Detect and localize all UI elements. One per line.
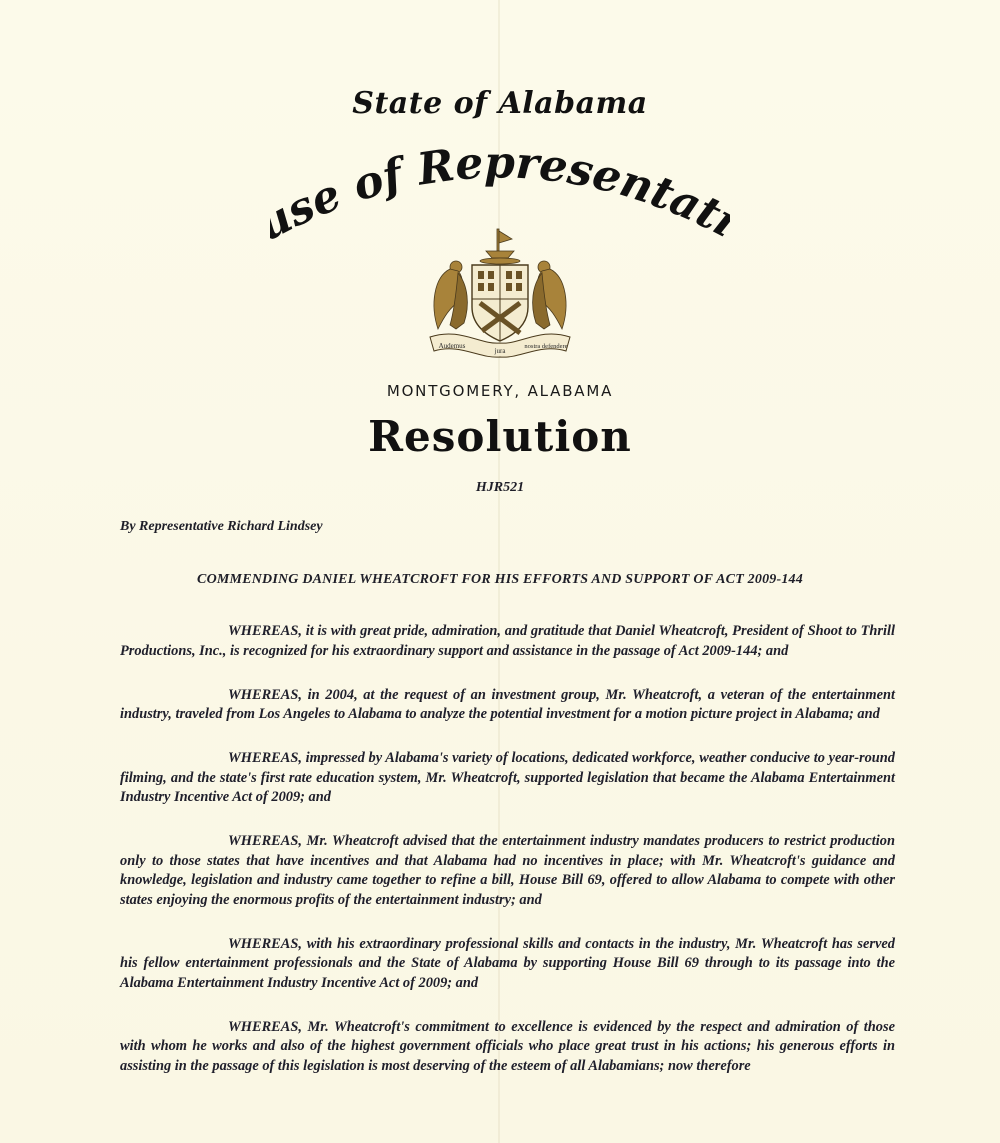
resolution-body bbox=[120, 622, 895, 1101]
sponsor-byline: By Representative Richard Lindsey bbox=[120, 519, 323, 534]
whereas-paragraph: WHEREAS, with his extraordinary professional skills and contacts in the industry, Mr. Wheatcroft has served his fellow entertainment professionals and the State of Alabama by supporting House Bill 69 through to its passage into the Alabama Entertainment Industry Incentive Act of 2009; and bbox=[120, 935, 895, 991]
seal-motto-center: jura bbox=[494, 347, 506, 355]
house-title-text: se of Representat bbox=[278, 140, 729, 241]
state-title: State of Alabama bbox=[352, 86, 648, 121]
whereas-paragraph: WHEREAS, it is with great pride, admiration, and gratitude that Daniel Wheatcroft, President of Shoot to Thrill Productions, Inc., is recognized for his extraordinary support and assistance in the passage of Act 2009-144; and bbox=[120, 623, 895, 659]
city-line: MONTGOMERY, ALABAMA bbox=[386, 382, 614, 400]
whereas-paragraph: WHEREAS, Mr. Wheatcroft advised that the entertainment industry mandates producers to restrict production only to those states that have incentives and that Alabama had no incentives in place; with Mr. Wheatcroft's guidance and knowledge, legislation and industry came together to refine a bill, House Bill 69, offered to allow Alabama to compete with other states enjoying the enormous profits of the entertainment industry; and bbox=[120, 833, 895, 908]
whereas-paragraph: WHEREAS, in 2004, at the request of an investment group, Mr. Wheatcroft, a veteran of the entertainment industry, traveled from Los Angeles to Alabama to analyze the potential investment for a motion picture project in Alabama; and bbox=[120, 686, 895, 722]
whereas-paragraph: WHEREAS, Mr. Wheatcroft's commitment to excellence is evidenced by the respect and admiration of those with whom he works and also of the highest government officials who place great trust in his actions; his generous efforts in assisting in the passage of this legislation is most deserving of the esteem of all Alabamians; now therefore bbox=[120, 1018, 895, 1074]
seal-motto-right: nostra defendere bbox=[524, 343, 568, 350]
whereas-paragraph: WHEREAS, impressed by Alabama's variety of locations, dedicated workforce, weather conducive to year-round filming, and the state's first rate education system, Mr. Wheatcroft, supported legislation that became the Alabama Entertainment Industry Incentive Act of 2009; and bbox=[120, 750, 895, 805]
resolution-title: Resolution bbox=[368, 412, 632, 461]
state-seal-icon bbox=[420, 225, 580, 360]
bill-number: HJR521 bbox=[475, 480, 525, 495]
resolution-heading: COMMENDING DANIEL WHEATCROFT FOR HIS EFFORTS AND SUPPORT OF ACT 2009-144 bbox=[197, 572, 803, 587]
seal-motto-left: Audemus bbox=[438, 342, 466, 350]
